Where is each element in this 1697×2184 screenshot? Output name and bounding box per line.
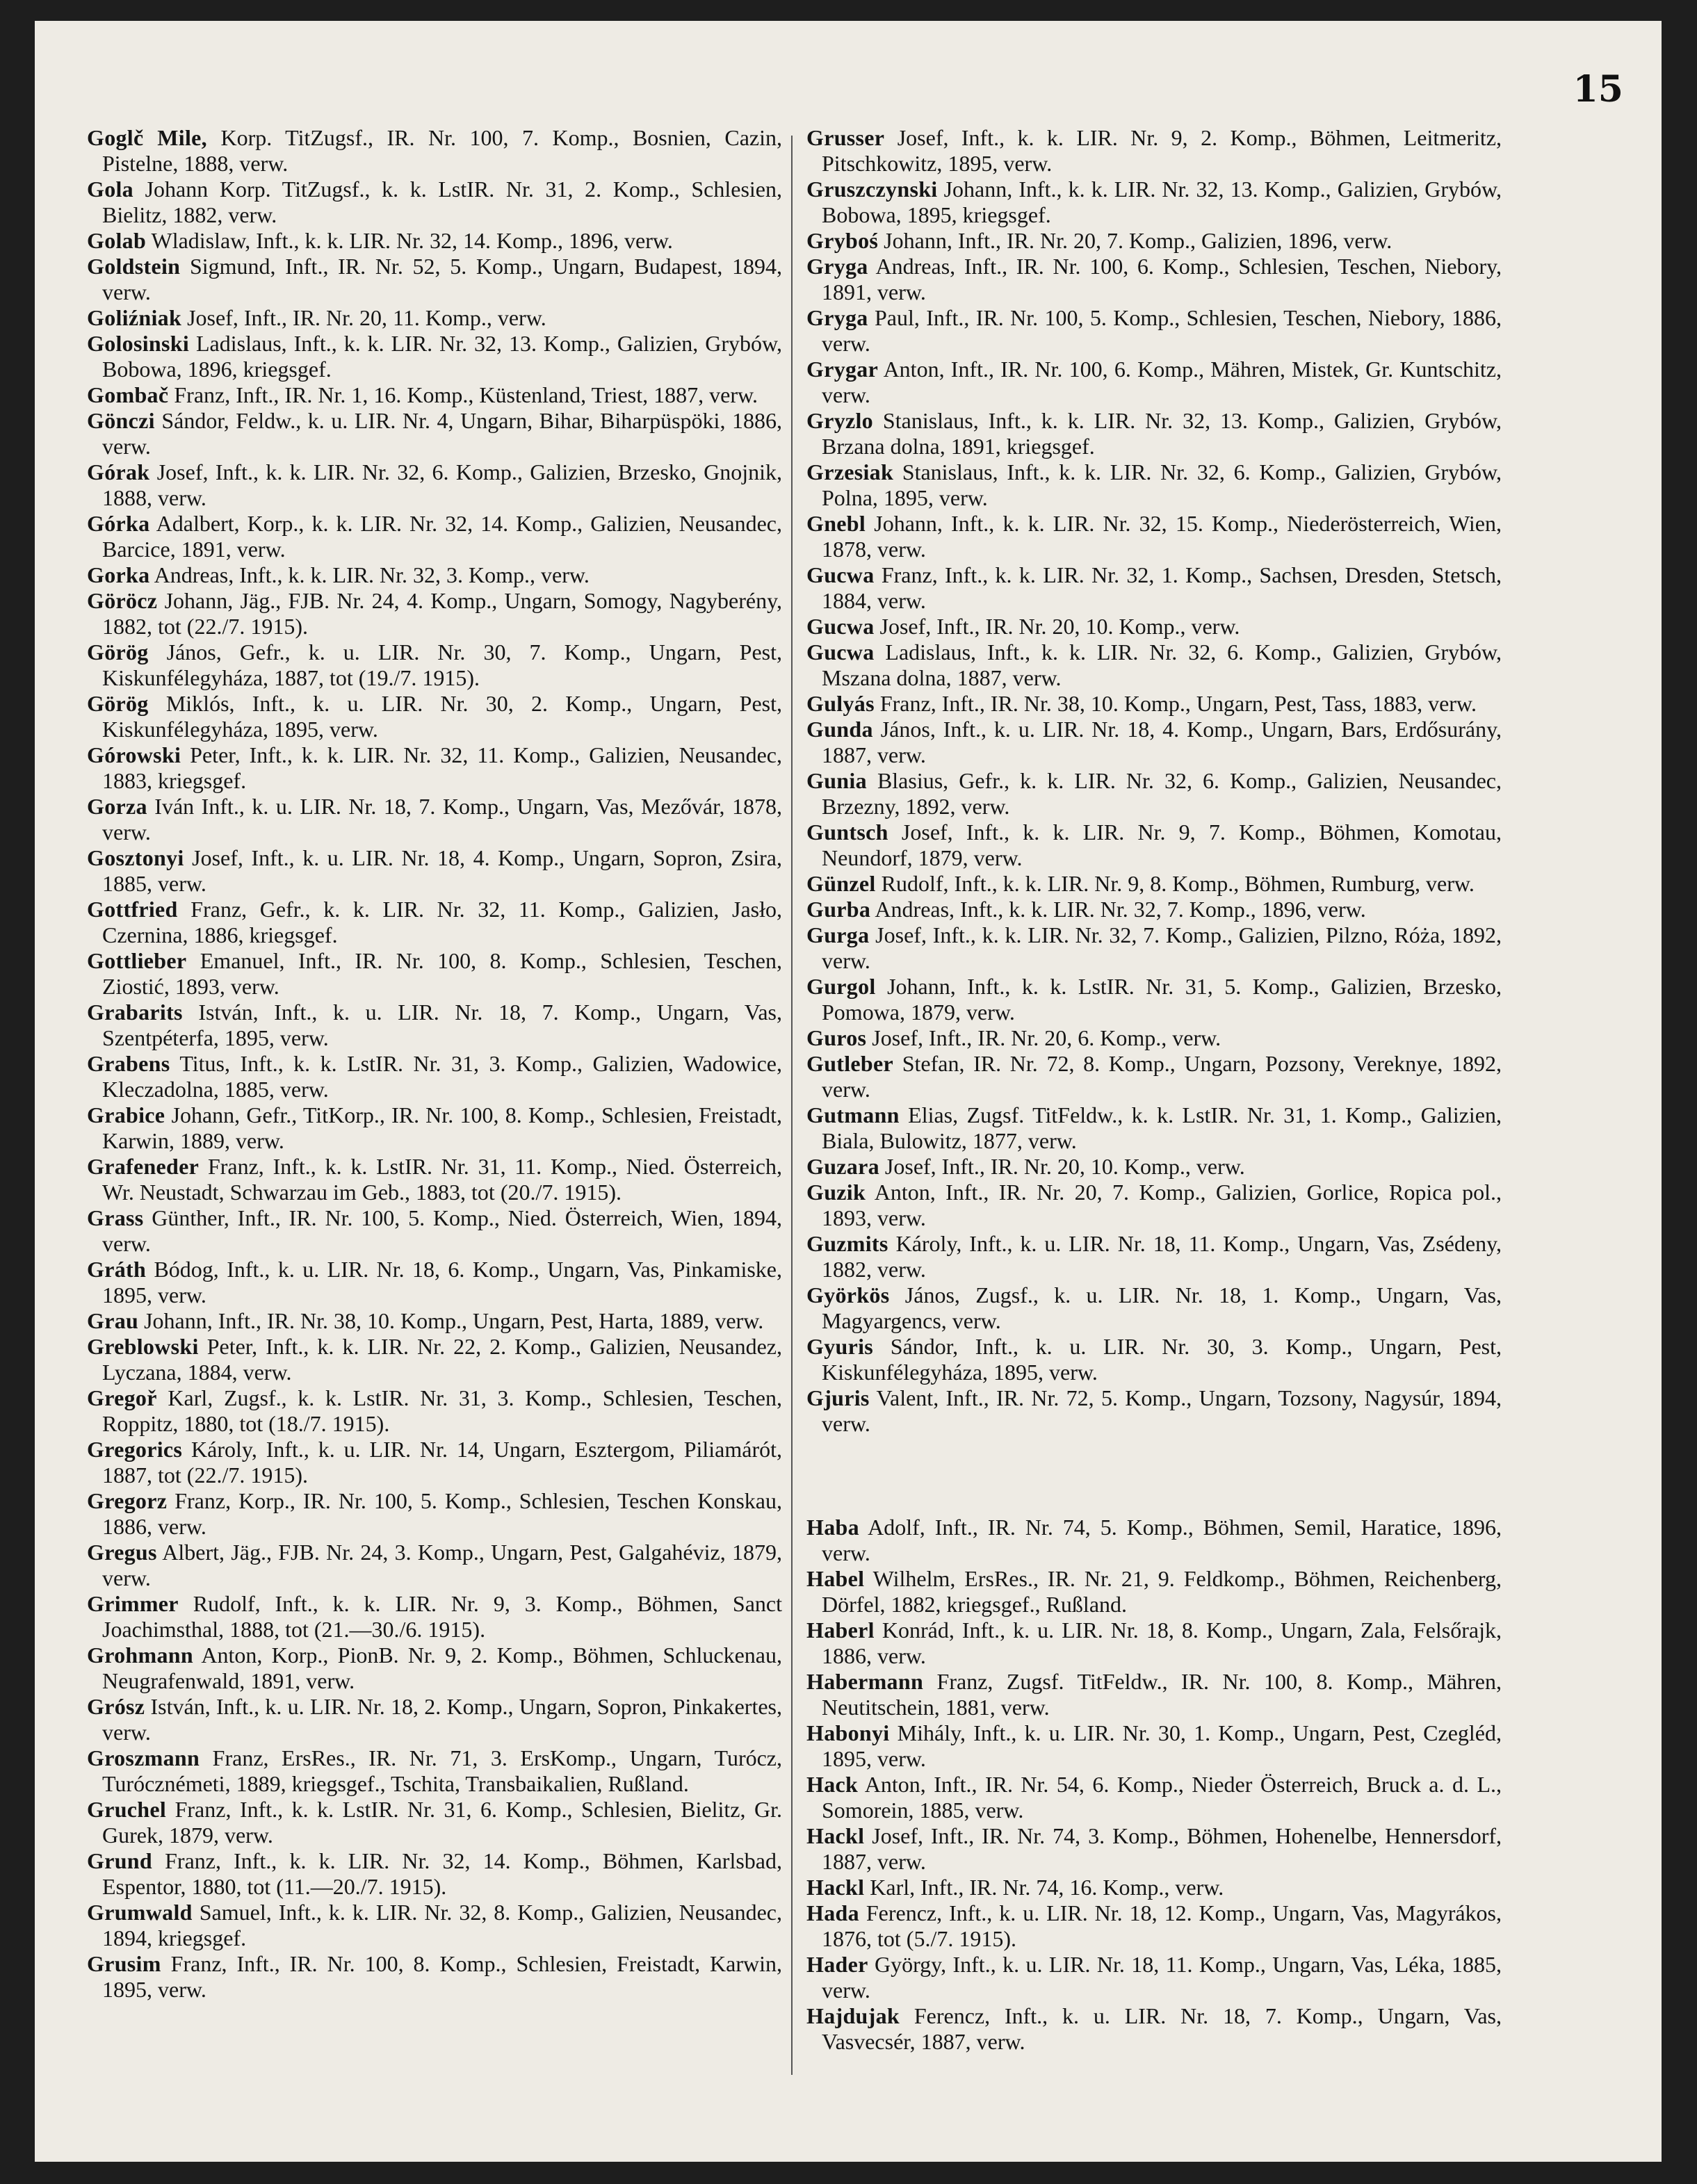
entry-details: Johann, Gefr., TitKorp., IR. Nr. 100, 8. Komp., Schlesien, Freistadt, Karwin, 1889, verw. <box>102 1102 782 1153</box>
list-item <box>806 2003 1502 2055</box>
entry-details: Josef, Inft., IR. Nr. 20, 6. Komp., verw. <box>866 1025 1221 1050</box>
entry-surname: Grafeneder <box>87 1154 200 1179</box>
entry-surname: Gruszczynski <box>806 177 938 202</box>
entry-surname: Grimmer <box>87 1591 179 1616</box>
entry-surname: Grau <box>87 1308 139 1333</box>
list-item <box>87 1385 782 1437</box>
entry-surname: Habonyi <box>806 1720 890 1745</box>
list-item <box>87 177 782 228</box>
list-item <box>87 228 782 254</box>
entry-surname: Gutmann <box>806 1102 900 1127</box>
list-item <box>806 614 1502 639</box>
entry-surname: Grass <box>87 1205 144 1230</box>
entry-details: Johann, Inft., k. k. LstIR. Nr. 31, 5. Komp., Galizien, Brzesko, Pomowa, 1879, verw. <box>822 974 1502 1025</box>
entry-details: Ferencz, Inft., k. u. LIR. Nr. 18, 12. Komp., Ungarn, Vas, Magyrákos, 1876, tot (5./7. 1915). <box>822 1900 1502 1951</box>
entry-surname: Górowski <box>87 742 181 767</box>
entry-details: János, Inft., k. u. LIR. Nr. 18, 4. Komp., Ungarn, Bars, Erdősurány, 1887, verw. <box>822 717 1502 767</box>
entry-details: Johann, Inft., IR. Nr. 20, 7. Komp., Galizien, 1896, verw. <box>878 228 1392 253</box>
list-item <box>806 897 1502 922</box>
entry-surname: Gryzlo <box>806 408 873 433</box>
entry-surname: Gryboś <box>806 228 879 253</box>
entry-details: Franz, Inft., IR. Nr. 1, 16. Komp., Küstenland, Triest, 1887, verw. <box>168 382 758 407</box>
entry-surname: Grusser <box>806 125 885 150</box>
list-item <box>87 511 782 562</box>
list-item <box>87 1951 782 2003</box>
list-item <box>806 1952 1502 2003</box>
entry-details: János, Gefr., k. u. LIR. Nr. 30, 7. Komp., Ungarn, Pest, Kiskunfélegyháza, 1887, tot (19./7. 1915). <box>102 639 782 690</box>
list-item <box>87 1797 782 1848</box>
list-item <box>806 305 1502 357</box>
entry-surname: Guros <box>806 1025 867 1050</box>
entry-details: Károly, Inft., k. u. LIR. Nr. 14, Ungarn, Esztergom, Piliamárót, 1887, tot (22./7. 1915). <box>102 1437 782 1488</box>
entry-details: Franz, Inft., IR. Nr. 38, 10. Komp., Ungarn, Pest, Tass, 1883, verw. <box>874 691 1477 716</box>
entry-details: Albert, Jäg., FJB. Nr. 24, 3. Komp., Ungarn, Pest, Galgahéviz, 1879, verw. <box>102 1540 782 1590</box>
entry-details: Anton, Korp., PionB. Nr. 9, 2. Komp., Böhmen, Schluckenau, Neugrafenwald, 1891, verw. <box>102 1643 782 1693</box>
list-item <box>806 254 1502 305</box>
entry-details: Josef, Inft., k. u. LIR. Nr. 18, 4. Komp., Ungarn, Sopron, Zsira, 1885, verw. <box>102 845 782 896</box>
entry-details: Blasius, Gefr., k. k. LIR. Nr. 32, 6. Komp., Galizien, Neusandec, Brzezny, 1892, verw. <box>822 768 1502 819</box>
list-item <box>806 459 1502 511</box>
entry-details: Anton, Inft., IR. Nr. 54, 6. Komp., Nieder Österreich, Bruck a. d. L., Somorein, 1885, verw. <box>822 1772 1502 1823</box>
section-h-entries <box>806 1515 1502 2055</box>
entry-details: Stanislaus, Inft., k. k. LIR. Nr. 32, 6. Komp., Galizien, Grybów, Polna, 1895, verw. <box>822 459 1502 510</box>
entry-details: János, Zugsf., k. u. LIR. Nr. 18, 1. Komp., Ungarn, Vas, Magyargencs, verw. <box>822 1282 1502 1333</box>
list-item <box>806 1617 1502 1669</box>
entry-details: György, Inft., k. u. LIR. Nr. 18, 11. Komp., Ungarn, Vas, Léka, 1885, verw. <box>822 1952 1502 2003</box>
entry-surname: Gurba <box>806 897 871 922</box>
list-item <box>806 511 1502 562</box>
list-item <box>87 331 782 382</box>
entry-details: Josef, Inft., IR. Nr. 20, 10. Komp., verw. <box>879 1154 1245 1179</box>
entry-details: Andreas, Inft., k. k. LIR. Nr. 32, 3. Komp., verw. <box>149 562 590 587</box>
list-item <box>806 1515 1502 1566</box>
entry-surname: Gunia <box>806 768 867 793</box>
entry-details: Johann Korp. TitZugsf., k. k. LstIR. Nr. 31, 2. Komp., Schlesien, Bielitz, 1882, verw. <box>102 177 782 227</box>
list-item <box>806 1669 1502 1720</box>
entry-details: Johann, Inft., IR. Nr. 38, 10. Komp., Ungarn, Pest, Harta, 1889, verw. <box>138 1308 764 1333</box>
list-item <box>87 459 782 511</box>
entry-details: Paul, Inft., IR. Nr. 100, 5. Komp., Schlesien, Teschen, Niebory, 1886, verw. <box>822 305 1502 356</box>
entry-surname: Haberl <box>806 1617 875 1643</box>
left-column <box>87 125 782 2003</box>
entry-details: Karl, Zugsf., k. k. LstIR. Nr. 31, 3. Komp., Schlesien, Teschen, Roppitz, 1880, tot (18./7. 1915). <box>102 1385 782 1436</box>
entry-details: Károly, Inft., k. u. LIR. Nr. 18, 11. Komp., Ungarn, Vas, Zsédeny, 1882, verw. <box>822 1231 1502 1282</box>
entry-details: Peter, Inft., k. k. LIR. Nr. 22, 2. Komp., Galizien, Neusandez, Lyczana, 1884, verw. <box>102 1334 782 1385</box>
entry-details: Stanislaus, Inft., k. k. LIR. Nr. 32, 13. Komp., Galizien, Grybów, Brzana dolna, 1891, kriegsgef. <box>822 408 1502 459</box>
entry-surname: Gorza <box>87 794 147 819</box>
entry-surname: Grygar <box>806 357 879 382</box>
entry-surname: Gryga <box>806 305 868 330</box>
entry-surname: Golab <box>87 228 147 253</box>
entry-details: Peter, Inft., k. k. LIR. Nr. 32, 11. Komp., Galizien, Neusandec, 1883, kriegsgef. <box>102 742 782 793</box>
entry-surname: Gosztonyi <box>87 845 184 870</box>
entry-surname: Gulyás <box>806 691 875 716</box>
list-item <box>806 562 1502 614</box>
entry-surname: Górka <box>87 511 150 536</box>
entry-surname: Hajdujak <box>806 2003 900 2028</box>
entry-surname: Grumwald <box>87 1900 193 1925</box>
entry-surname: Gucwa <box>806 562 875 587</box>
entry-details: Josef, Inft., k. k. LIR. Nr. 9, 7. Komp., Böhmen, Komotau, Neundorf, 1879, verw. <box>822 820 1502 870</box>
entry-details: Karl, Inft., IR. Nr. 74, 16. Komp., verw. <box>864 1875 1224 1900</box>
entry-surname: Grusim <box>87 1951 161 1976</box>
list-item <box>806 357 1502 408</box>
entry-details: Johann, Jäg., FJB. Nr. 24, 4. Komp., Ungarn, Somogy, Nagyberény, 1882, tot (22./7. 1915). <box>102 588 782 639</box>
entry-details: Adalbert, Korp., k. k. LIR. Nr. 32, 14. Komp., Galizien, Neusandec, Barcice, 1891, verw. <box>102 511 782 562</box>
entry-details: Franz, Korp., IR. Nr. 100, 5. Komp., Schlesien, Teschen Konskau, 1886, verw. <box>102 1488 782 1539</box>
entry-surname: Guzmits <box>806 1231 888 1256</box>
entry-details: Anton, Inft., IR. Nr. 20, 7. Komp., Galizien, Gorlice, Ropica pol., 1893, verw. <box>822 1180 1502 1230</box>
entry-surname: Goglč Mile, <box>87 125 207 150</box>
entry-surname: Gregorics <box>87 1437 183 1462</box>
list-item <box>87 1000 782 1051</box>
list-item <box>806 1875 1502 1900</box>
entry-surname: Górak <box>87 459 150 484</box>
list-item <box>87 1900 782 1951</box>
list-item <box>806 1102 1502 1154</box>
entry-surname: Günzel <box>806 871 876 896</box>
entry-surname: Gjuris <box>806 1385 870 1410</box>
list-item <box>806 639 1502 691</box>
entry-details: Mihály, Inft., k. u. LIR. Nr. 30, 1. Komp., Ungarn, Pest, Czegléd, 1895, verw. <box>822 1720 1502 1771</box>
list-item <box>87 1102 782 1154</box>
list-item <box>87 562 782 588</box>
entry-details: Stefan, IR. Nr. 72, 8. Komp., Ungarn, Pozsony, Vereknye, 1892, verw. <box>822 1051 1502 1102</box>
entry-details: Franz, Inft., IR. Nr. 100, 8. Komp., Schlesien, Freistadt, Karwin, 1895, verw. <box>102 1951 782 2002</box>
list-item <box>806 1720 1502 1772</box>
list-item <box>87 1308 782 1334</box>
list-item <box>87 125 782 177</box>
list-item <box>806 1772 1502 1823</box>
list-item <box>87 588 782 639</box>
list-item <box>87 1540 782 1591</box>
list-item <box>87 1334 782 1385</box>
entry-surname: Gnebl <box>806 511 866 536</box>
entry-surname: Gottlieber <box>87 948 187 973</box>
entry-details: Adolf, Inft., IR. Nr. 74, 5. Komp., Böhmen, Semil, Haratice, 1896, verw. <box>822 1515 1502 1565</box>
entry-details: Günther, Inft., IR. Nr. 100, 5. Komp., Nied. Österreich, Wien, 1894, verw. <box>102 1205 782 1256</box>
list-item <box>87 1694 782 1745</box>
entry-details: Josef, Inft., IR. Nr. 20, 11. Komp., verw. <box>181 305 546 330</box>
list-item <box>87 1643 782 1694</box>
list-item <box>87 845 782 897</box>
list-item <box>806 177 1502 228</box>
entry-surname: Grabens <box>87 1051 170 1076</box>
list-item <box>806 1051 1502 1102</box>
entry-details: Franz, Gefr., k. k. LIR. Nr. 32, 11. Komp., Galizien, Jasło, Czernina, 1886, kriegsgef. <box>102 897 782 947</box>
entry-surname: Gruchel <box>87 1797 167 1822</box>
entry-surname: Györkös <box>806 1282 890 1307</box>
section-gap <box>806 1437 1502 1515</box>
list-item <box>87 408 782 459</box>
entry-details: Wilhelm, ErsRes., IR. Nr. 21, 9. Feldkomp., Böhmen, Reichenberg, Dörfel, 1882, kriegsgef., Rußland. <box>822 1566 1502 1617</box>
entry-details: Bódog, Inft., k. u. LIR. Nr. 18, 6. Komp., Ungarn, Vas, Pinkamiske, 1895, verw. <box>102 1257 782 1307</box>
list-item <box>87 1257 782 1308</box>
list-item <box>806 1334 1502 1385</box>
list-item <box>806 1231 1502 1282</box>
entry-details: Rudolf, Inft., k. k. LIR. Nr. 9, 3. Komp., Böhmen, Sanct Joachimsthal, 1888, tot (21.—30./6. 1915). <box>102 1591 782 1642</box>
list-item <box>87 382 782 408</box>
list-item <box>806 125 1502 177</box>
entry-surname: Görög <box>87 691 149 716</box>
entry-surname: Gutleber <box>806 1051 894 1076</box>
entry-surname: Hackl <box>806 1823 865 1848</box>
list-item <box>806 1282 1502 1334</box>
entry-surname: Hader <box>806 1952 868 1977</box>
page-number: 15 <box>1573 68 1623 111</box>
entry-details: Samuel, Inft., k. k. LIR. Nr. 32, 8. Komp., Galizien, Neusandec, 1894, kriegsgef. <box>102 1900 782 1950</box>
entry-surname: Haba <box>806 1515 859 1540</box>
entry-details: Konrád, Inft., k. u. LIR. Nr. 18, 8. Komp., Ungarn, Zala, Felsőrajk, 1886, verw. <box>822 1617 1502 1668</box>
entry-surname: Gucwa <box>806 639 875 665</box>
list-item <box>806 1900 1502 1952</box>
entry-details: Johann, Inft., k. k. LIR. Nr. 32, 13. Komp., Galizien, Grybów, Bobowa, 1895, kriegsgef. <box>822 177 1502 227</box>
entry-details: Iván Inft., k. u. LIR. Nr. 18, 7. Komp., Ungarn, Vas, Mezővár, 1878, verw. <box>102 794 782 845</box>
entry-details: Ladislaus, Inft., k. k. LIR. Nr. 32, 6. Komp., Galizien, Grybów, Mszana dolna, 1887, verw. <box>822 639 1502 690</box>
entry-details: Franz, Inft., k. k. LstIR. Nr. 31, 6. Komp., Schlesien, Bielitz, Gr. Gurek, 1879, verw. <box>102 1797 782 1848</box>
entry-surname: Hackl <box>806 1875 865 1900</box>
section-g-entries <box>806 125 1502 1437</box>
list-item <box>806 408 1502 459</box>
entry-details: Titus, Inft., k. k. LstIR. Nr. 31, 3. Komp., Galizien, Wadowice, Kleczadolna, 1885, verw. <box>102 1051 782 1102</box>
entry-surname: Grohmann <box>87 1643 193 1668</box>
entry-surname: Greblowski <box>87 1334 199 1359</box>
list-item <box>806 922 1502 974</box>
entry-details: Josef, Inft., k. k. LIR. Nr. 32, 7. Komp., Galizien, Pilzno, Róża, 1892, verw. <box>822 922 1502 973</box>
list-item <box>87 1591 782 1643</box>
entry-surname: Gorka <box>87 562 150 587</box>
entry-surname: Hack <box>806 1772 859 1797</box>
entry-surname: Gombač <box>87 382 169 407</box>
list-item <box>87 1051 782 1102</box>
entry-details: Josef, Inft., k. k. LIR. Nr. 32, 6. Komp., Galizien, Brzesko, Gnojnik, 1888, verw. <box>102 459 782 510</box>
entry-surname: Habermann <box>806 1669 924 1694</box>
list-item <box>87 1205 782 1257</box>
list-item <box>806 1025 1502 1051</box>
entry-surname: Göröcz <box>87 588 158 613</box>
entry-surname: Guzik <box>806 1180 866 1205</box>
column-divider <box>791 136 793 2075</box>
list-item <box>87 1488 782 1540</box>
entry-surname: Gucwa <box>806 614 875 639</box>
entry-details: Valent, Inft., IR. Nr. 72, 5. Komp., Ungarn, Tozsony, Nagysúr, 1894, verw. <box>822 1385 1502 1436</box>
entry-details: Andreas, Inft., IR. Nr. 100, 6. Komp., Schlesien, Teschen, Niebory, 1891, verw. <box>822 254 1502 304</box>
list-item <box>806 974 1502 1025</box>
list-item <box>806 228 1502 254</box>
entry-surname: Grabarits <box>87 1000 183 1025</box>
list-item <box>806 717 1502 768</box>
list-item <box>87 742 782 794</box>
entry-surname: Guzara <box>806 1154 879 1179</box>
entry-details: Sándor, Feldw., k. u. LIR. Nr. 4, Ungarn, Bihar, Biharpüspöki, 1886, verw. <box>102 408 782 459</box>
entry-details: Elias, Zugsf. TitFeldw., k. k. LstIR. Nr. 31, 1. Komp., Galizien, Biala, Bulowitz, 1877, verw. <box>822 1102 1502 1153</box>
entry-details: Miklós, Inft., k. u. LIR. Nr. 30, 2. Komp., Ungarn, Pest, Kiskunfélegyháza, 1895, verw. <box>102 691 782 742</box>
list-item <box>806 768 1502 820</box>
list-item <box>87 948 782 1000</box>
entry-surname: Gryga <box>806 254 868 279</box>
entry-details: Sándor, Inft., k. u. LIR. Nr. 30, 3. Komp., Ungarn, Pest, Kiskunfélegyháza, 1895, verw. <box>822 1334 1502 1385</box>
ledger-page <box>35 21 1662 2162</box>
entry-details: Ferencz, Inft., k. u. LIR. Nr. 18, 7. Komp., Ungarn, Vas, Vasvecsér, 1887, verw. <box>822 2003 1502 2054</box>
entry-details: Josef, Inft., IR. Nr. 74, 3. Komp., Böhmen, Hohenelbe, Hennersdorf, 1887, verw. <box>822 1823 1502 1874</box>
list-item <box>87 1437 782 1488</box>
list-item <box>87 1745 782 1797</box>
entry-surname: Groszmann <box>87 1745 200 1770</box>
entry-details: Sigmund, Inft., IR. Nr. 52, 5. Komp., Ungarn, Budapest, 1894, verw. <box>102 254 782 304</box>
list-item <box>87 1848 782 1900</box>
entry-surname: Gunda <box>806 717 873 742</box>
entry-surname: Görög <box>87 639 149 665</box>
entry-surname: Golosinski <box>87 331 190 356</box>
list-item <box>806 820 1502 871</box>
entry-details: Franz, Inft., k. k. LIR. Nr. 32, 1. Komp., Sachsen, Dresden, Stetsch, 1884, verw. <box>822 562 1502 613</box>
entry-surname: Habel <box>806 1566 865 1591</box>
entry-details: Wladislaw, Inft., k. k. LIR. Nr. 32, 14. Komp., 1896, verw. <box>146 228 673 253</box>
entry-surname: Gregorz <box>87 1488 168 1513</box>
entry-details: Johann, Inft., k. k. LIR. Nr. 32, 15. Komp., Niederösterreich, Wien, 1878, verw. <box>822 511 1502 562</box>
entry-surname: Goliźniak <box>87 305 182 330</box>
entry-surname: Hada <box>806 1900 859 1925</box>
entry-surname: Goldstein <box>87 254 181 279</box>
list-item <box>87 897 782 948</box>
right-column <box>806 125 1502 2055</box>
list-item <box>806 871 1502 897</box>
list-item <box>87 254 782 305</box>
list-item <box>806 1566 1502 1617</box>
entry-surname: Gregus <box>87 1540 157 1565</box>
list-item <box>87 305 782 331</box>
entry-details: Ladislaus, Inft., k. k. LIR. Nr. 32, 13. Komp., Galizien, Grybów, Bobowa, 1896, kriegsgef. <box>102 331 782 382</box>
list-item <box>806 1154 1502 1180</box>
entry-surname: Gráth <box>87 1257 147 1282</box>
entry-details: Emanuel, Inft., IR. Nr. 100, 8. Komp., Schlesien, Teschen, Ziostić, 1893, verw. <box>102 948 782 999</box>
list-item <box>806 1180 1502 1231</box>
entry-surname: Gyuris <box>806 1334 874 1359</box>
entry-details: Andreas, Inft., k. k. LIR. Nr. 32, 7. Komp., 1896, verw. <box>870 897 1366 922</box>
list-item <box>87 639 782 691</box>
entry-details: Franz, Inft., k. k. LstIR. Nr. 31, 11. Komp., Nied. Österreich, Wr. Neustadt, Schwarzau im Geb., 1883, tot (20./7. 1915). <box>102 1154 782 1205</box>
list-item <box>87 691 782 742</box>
list-item <box>806 691 1502 717</box>
entry-surname: Gurga <box>806 922 870 947</box>
entry-details: Franz, Zugsf. TitFeldw., IR. Nr. 100, 8. Komp., Mähren, Neutitschein, 1881, verw. <box>822 1669 1502 1720</box>
entry-surname: Guntsch <box>806 820 888 845</box>
entry-details: Korp. TitZugsf., IR. Nr. 100, 7. Komp., Bosnien, Cazin, Pistelne, 1888, verw. <box>102 125 782 176</box>
entry-surname: Gönczi <box>87 408 155 433</box>
entry-surname: Grósz <box>87 1694 145 1719</box>
entry-surname: Grzesiak <box>806 459 894 484</box>
entry-details: Franz, Inft., k. k. LIR. Nr. 32, 14. Komp., Böhmen, Karlsbad, Espentor, 1880, tot (11.—20./7. 1915). <box>102 1848 782 1899</box>
entry-details: Anton, Inft., IR. Nr. 100, 6. Komp., Mähren, Mistek, Gr. Kuntschitz, verw. <box>822 357 1502 407</box>
entry-details: Josef, Inft., k. k. LIR. Nr. 9, 2. Komp., Böhmen, Leitmeritz, Pitschkowitz, 1895, verw. <box>822 125 1502 176</box>
list-item <box>806 1385 1502 1437</box>
entry-surname: Gottfried <box>87 897 178 922</box>
entry-surname: Grabice <box>87 1102 165 1127</box>
entry-surname: Gregoř <box>87 1385 157 1410</box>
entry-details: István, Inft., k. u. LIR. Nr. 18, 2. Komp., Ungarn, Sopron, Pinkakertes, verw. <box>102 1694 782 1745</box>
entry-details: Rudolf, Inft., k. k. LIR. Nr. 9, 8. Komp., Böhmen, Rumburg, verw. <box>875 871 1475 896</box>
list-item <box>806 1823 1502 1875</box>
list-item <box>87 794 782 845</box>
entry-details: Josef, Inft., IR. Nr. 20, 10. Komp., verw. <box>874 614 1240 639</box>
entry-details: Franz, ErsRes., IR. Nr. 71, 3. ErsKomp., Ungarn, Turócz, Turócznémeti, 1889, kriegsgef., Tschita, Transbaikalien, Rußland. <box>102 1745 782 1796</box>
list-item <box>87 1154 782 1205</box>
entry-surname: Grund <box>87 1848 152 1873</box>
entry-details: István, Inft., k. u. LIR. Nr. 18, 7. Komp., Ungarn, Vas, Szentpéterfa, 1895, verw. <box>102 1000 782 1050</box>
entry-surname: Gola <box>87 177 133 202</box>
entry-surname: Gurgol <box>806 974 876 999</box>
